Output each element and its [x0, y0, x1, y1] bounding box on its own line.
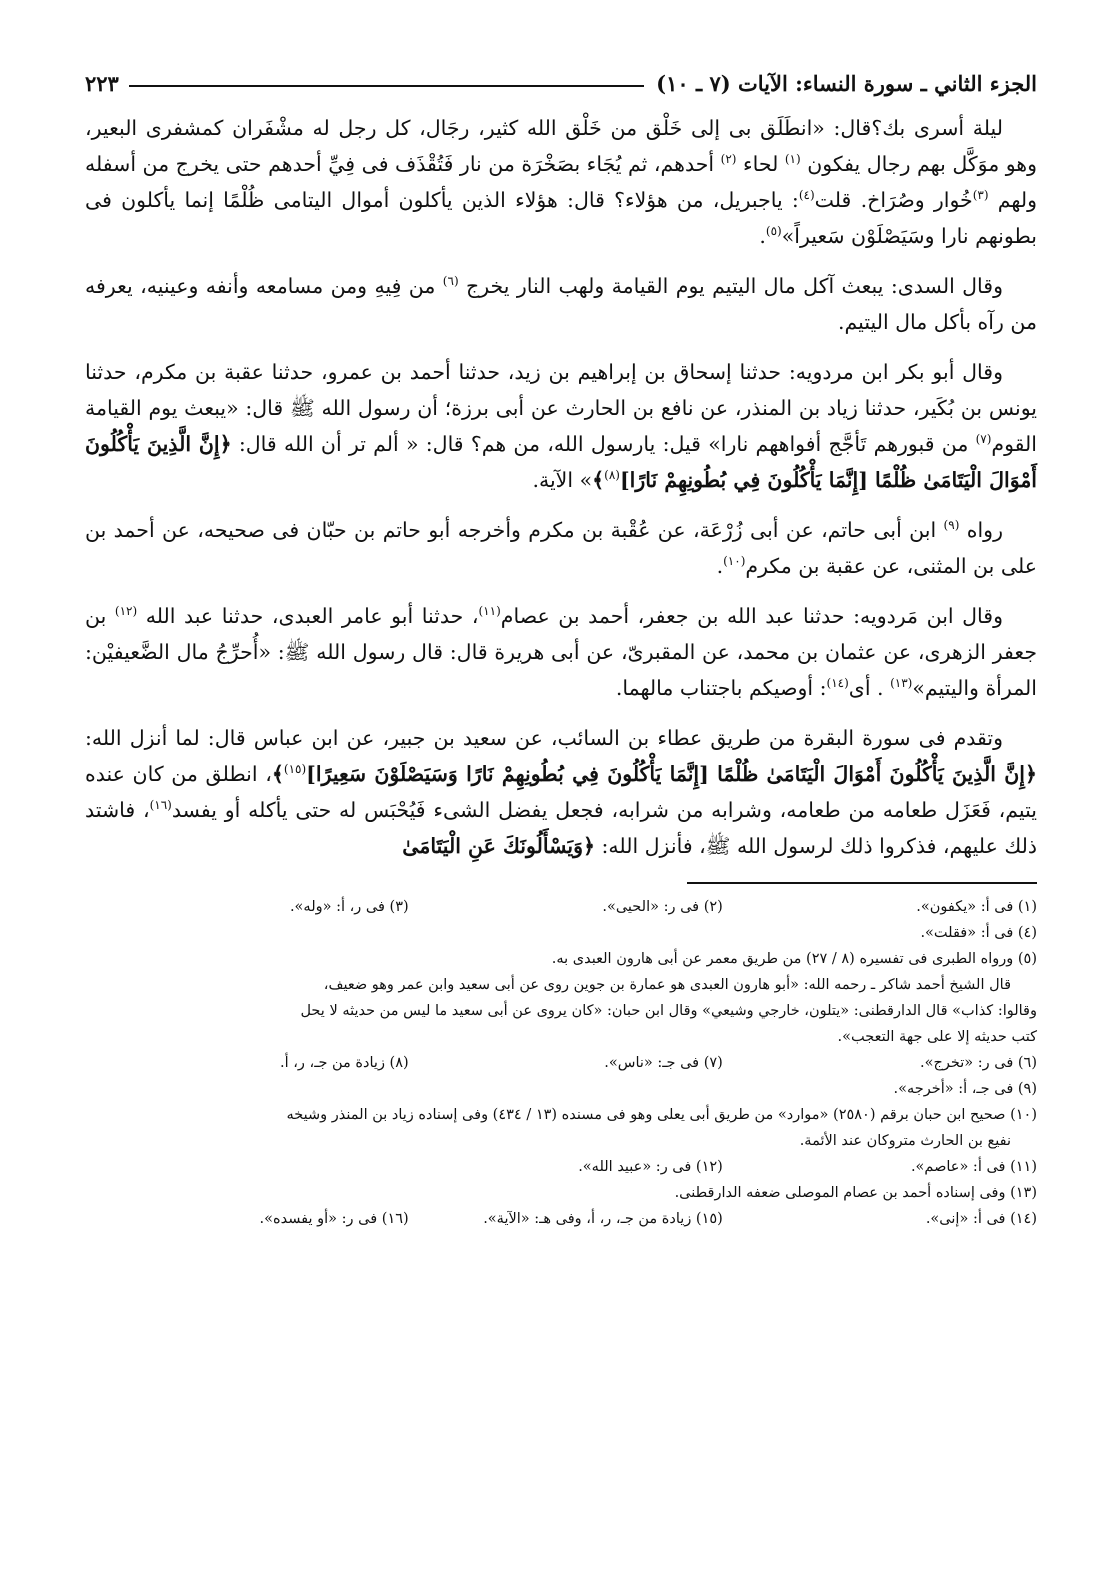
text-run: ابن أبى حاتم، عن أبى زُرْعَة، عن عُقْبة بن مكرم وأخرجه أبو حاتم بن حبّان فى صحيحه، عن أحمد بن على بن المثنى، عن عقبة بن مكرم — [85, 518, 1037, 578]
footnote-row — [85, 1154, 1037, 1180]
body-paragraph — [85, 268, 1037, 340]
footnote-continuation: قال الشيخ أحمد شاكر ـ رحمه الله: «أبو هارون العبدى هو عمارة بن جوين روى عن أبى سعيد وابن عمر وهو ضعيف، — [323, 977, 1011, 993]
book-page — [85, 62, 1037, 1232]
main-text — [85, 110, 1037, 864]
footnote: (١٦) فى ر: «أو يفسده». — [259, 1211, 409, 1227]
body-paragraph — [85, 512, 1037, 584]
text-run: وقال ابن مَردويه: حدثنا عبد الله بن جعفر، أحمد بن عصام — [500, 604, 1003, 628]
body-paragraph — [85, 598, 1037, 706]
text-run: » الآية. — [532, 468, 593, 492]
footnote: (١١) فى أ: «عاصم». — [910, 1159, 1037, 1175]
footnote-marker: (٦) — [442, 274, 459, 289]
footnote-continuation: كتب حديثه إلا على جهة التعجب». — [837, 1029, 1037, 1045]
text-run: وتقدم فى سورة البقرة من طريق عطاء بن السائب، عن سعيد بن جبير، عن ابن عباس قال: لما أنزل الله: — [85, 726, 1003, 750]
quran-quote: ﴾ — [271, 762, 284, 786]
text-run: : أوصيكم باجتناب مالهما. — [615, 676, 827, 700]
text-run: . — [716, 554, 724, 578]
footnote: (٥) ورواه الطبرى فى تفسيره (٨ / ٢٧) من طريق معمر عن أبى هارون العبدى به. — [551, 951, 1037, 967]
footnote: (١٠) صحيح ابن حبان برقم (٢٥٨٠) «موارد» من طريق أبى يعلى وهو فى مسنده (١٣ / ٤٣٤) وفى إسناده زياد بن المنذر وشيخه — [286, 1107, 1037, 1123]
footnote-marker: (٨) — [604, 468, 620, 483]
footnote: (١٥) زيادة من جـ، ر، أ، وفى هـ: «الآية». — [483, 1211, 723, 1227]
footnote: (٨) زيادة من جـ، ر، أ. — [279, 1055, 409, 1071]
text-run: أحدهم، ثم يُجَاء بصَخْرَة من نار فَتُقْذَف فى فِيِّ أحدهم حتى يخرج من أسفله ولهم — [85, 152, 1037, 212]
footnote-row — [85, 894, 1037, 920]
footnote: (٦) فى ر: «تخرج». — [920, 1055, 1037, 1071]
text-run: . — [759, 224, 766, 248]
footnote-marker: (١٣) — [890, 676, 913, 691]
text-run: لحاء — [736, 152, 785, 176]
text-run: وقال أبو بكر ابن مردويه: حدثنا إسحاق بن إبراهيم بن زيد، حدثنا أحمد بن عمرو، حدثنا عقبة بن مكرم، حدثنا يونس بن بُكَير، حدثنا زياد بن المنذر، عن نافع بن الحارث عن أبى برزة؛ أن رسول الله ﷺ قال: «يبعث يوم القيامة القوم — [85, 360, 1037, 456]
footnote-marker: (١٠) — [723, 554, 746, 569]
footnote: (٤) فى أ: «فقلت». — [920, 925, 1037, 941]
footnote-row — [85, 1076, 1037, 1102]
body-paragraph — [85, 720, 1037, 864]
quran-quote: ﴿وَيَسْأَلُونَكَ عَنِ الْيَتَامَىٰ — [402, 834, 595, 858]
body-paragraph — [85, 110, 1037, 254]
text-run: وقال السدى: يبعث آكل مال اليتيم يوم القيامة ولهب النار يخرج — [458, 274, 1003, 298]
text-run: ، انطلق من كان عنده يتيم، فَعَزَل طعامه من طعامه، وشرابه من شرابه، فجعل يفضل الشىء فَيُحْبَس له حتى يأكله أو يفسد — [85, 762, 1037, 822]
footnote-marker: (٢) — [720, 152, 737, 167]
text-run: ، فاشتد ذلك عليهم، فذكروا ذلك لرسول الله ﷺ، فأنزل الله: — [85, 798, 1037, 858]
footnote-marker: (٧) — [975, 432, 992, 447]
footnote-row — [85, 1206, 1037, 1232]
footnote-row — [85, 1050, 1037, 1076]
page-number: ٢٢٣ — [85, 71, 119, 96]
footnote: (٣) فى ر، أ: «وله». — [289, 899, 409, 915]
footnote: (٢) فى ر: «الحيى». — [602, 899, 723, 915]
footnote-marker: (٩) — [943, 518, 960, 533]
footnote: (١٢) فى ر: «عبيد الله». — [578, 1159, 723, 1175]
quran-quote: ﴿إِنَّ الَّذِينَ يَأْكُلُونَ أَمْوَالَ الْيَتَامَىٰ ظُلْمًا [إِنَّمَا يَأْكُلُونَ فِي بُطُونِهِمْ نَارًا] — [85, 432, 1037, 492]
text-run: من قبورهم تَأجَّج أفواههم نارا» قيل: يارسول الله، من هم؟ قال: « ألم تر أن الله قال: — [231, 432, 976, 456]
footnotes — [85, 894, 1037, 1232]
footnote: (١٣) وفى إسناده أحمد بن عصام الموصلى ضعفه الدارقطنى. — [674, 1185, 1037, 1201]
body-paragraph — [85, 354, 1037, 498]
quran-quote: ﴾ — [592, 468, 605, 492]
footnote-row — [85, 920, 1037, 946]
text-run: بن جعفر الزهرى، عن عثمان بن محمد، عن المقبرىّ، عن أبى هريرة قال: قال رسول الله ﷺ: «أُحرِّجُ مال الضَّعيفيْن: المرأة واليتيم» — [85, 604, 1037, 700]
footnote-continuation: وقالوا: كذاب» قال الدارقطنى: «يتلون، خارجي وشيعي» وقال ابن حبان: «كان يروى عن أبى سعيد ما ليس من حديثه لا يحل — [300, 1003, 1037, 1019]
footnote: (٩) فى جـ، أ: «أخرجه». — [893, 1081, 1037, 1097]
text-run: من فِيهِ ومن مسامعه وأنفه وعينيه، يعرفه من رآه بأكل مال اليتيم. — [85, 274, 1037, 334]
header-title: الجزء الثاني ـ سورة النساء: الآيات (٧ ـ ١٠) — [656, 71, 1037, 96]
footnote-marker: (١٦) — [149, 798, 172, 813]
text-run: : ياجبريل، من هؤلاء؟ قال: هؤلاء الذين يأكلون أموال اليتامى ظُلْمًا إنما يأكلون فى بطونهم نارا وسَيَصْلَوْن سَعيراً» — [85, 188, 1037, 248]
footnote-marker: (٤) — [798, 188, 815, 203]
quran-quote: ﴿إِنَّ الَّذِينَ يَأْكُلُونَ أَمْوَالَ الْيَتَامَىٰ ظُلْمًا [إِنَّمَا يَأْكُلُونَ فِي بُطُونِهِمْ نَارًا وَسَيَصْلَوْنَ سَعِيرًا] — [306, 762, 1037, 786]
text-run: ليلة أسرى بك؟قال: «انطَلَق بى إلى خَلْق من خَلْق الله كثير، رجَال، كل رجل له مشْفَران كمشفرى البعير، وهو موَكَّل بهم رجال يفكون — [85, 116, 1037, 176]
text-run: . أى — [848, 676, 891, 700]
footnote: (١) فى أ: «يكفون». — [916, 899, 1037, 915]
footnote: (٧) فى جـ: «ناس». — [604, 1055, 723, 1071]
text-run: خُوار وصُرَاخ. قلت — [814, 188, 973, 212]
footnote: (١٤) فى أ: «إنى». — [925, 1211, 1037, 1227]
footnote-separator — [687, 882, 1037, 884]
header-rule — [129, 85, 644, 87]
running-header — [85, 62, 1037, 96]
footnote-marker: (٣) — [972, 188, 989, 203]
footnote-marker: (٥) — [765, 224, 782, 239]
footnote-marker: (١٤) — [826, 676, 849, 691]
footnote-marker: (١٢) — [114, 604, 138, 619]
footnote-marker: (١) — [784, 152, 801, 167]
text-run: رواه — [959, 518, 1003, 542]
text-run: ، حدثنا أبو عامر العبدى، حدثنا عبد الله — [137, 604, 479, 628]
footnote-continuation: نفيع بن الحارث متروكان عند الأئمة. — [799, 1133, 1011, 1149]
footnote-marker: (١١) — [478, 604, 501, 619]
footnote-marker: (١٥) — [283, 762, 307, 777]
